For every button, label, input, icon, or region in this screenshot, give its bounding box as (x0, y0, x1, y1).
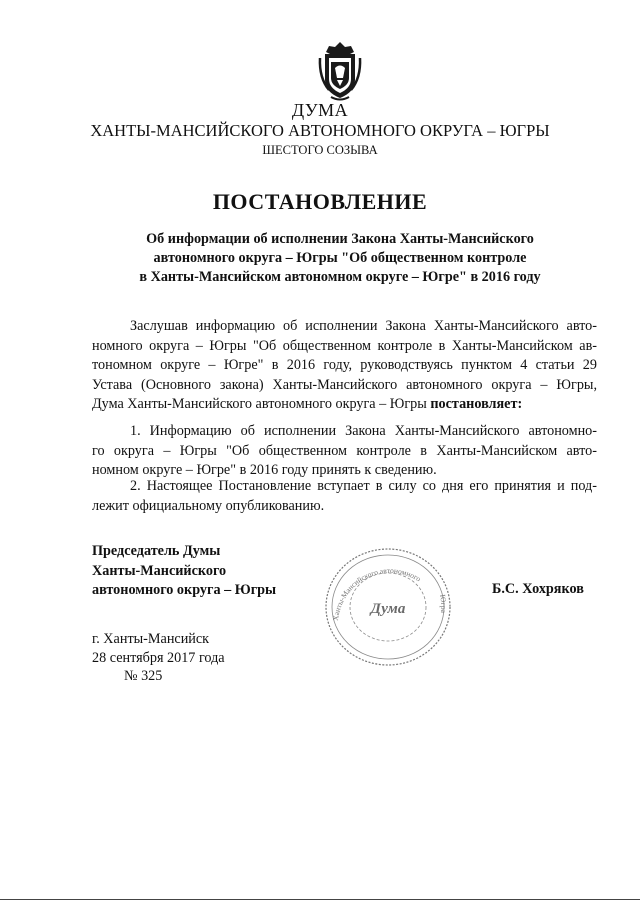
item-line: 2. Настоящее Постановление вступает в силу со дня его принятия и под- (130, 478, 597, 494)
subject-line: автономного округа – Югры "Об общественном контроле (153, 250, 527, 266)
preamble-line: Устава (Основного закона) Ханты-Мансийского автономного округа – Югры, (92, 376, 597, 393)
region-title: ХАНТЫ-МАНСИЙСКОГО АВТОНОМНОГО ОКРУГА – ЮГРЫ (90, 121, 550, 140)
resolves-keyword: постановляет: (430, 396, 523, 412)
signer-position-line: Ханты-Мансийского (92, 562, 227, 579)
preamble-line: Дума Ханты-Мансийского автономного округа – Югры (92, 396, 431, 412)
date-label: 28 сентября 2017 года (92, 649, 225, 666)
signer-position-line: Председатель Думы (92, 543, 221, 559)
document-type-heading: ПОСТАНОВЛЕНИЕ (212, 189, 428, 214)
subject-line: Об информации об исполнении Закона Ханты-Мансийского (146, 231, 534, 247)
institution-title: ДУМА (291, 100, 349, 120)
coat-of-arms-icon (317, 40, 363, 102)
seal-center-text: Дума (370, 601, 406, 617)
signer-position (92, 542, 276, 601)
item-line: лежит официальному опубликованию. (92, 497, 325, 514)
official-seal (318, 543, 458, 671)
resolution-item-1 (92, 422, 597, 481)
signer-position-line: автономного округа – Югры (92, 582, 277, 598)
scan-edge-line (0, 899, 640, 900)
preamble-line: тономном округе – Югре" в 2016 году, руководствуясь пунктом 4 статьи 29 (92, 357, 597, 373)
preamble-line: номного округа – Югры "Об общественном контроле в Ханты-Мансийском ав- (92, 337, 597, 354)
item-line: 1. Информацию об исполнении Закона Ханты-Мансийского автономно- (130, 423, 597, 439)
item-line: номном округе – Югре" в 2016 году принять к сведению. (92, 462, 437, 478)
item-line: го округа – Югры "Об общественном контроле в Ханты-Мансийском авто- (92, 442, 597, 459)
subject-line: в Ханты-Мансийском автономном округе – Югре" в 2016 году (139, 269, 541, 285)
document-subject (120, 230, 560, 287)
seal-ring-text: Ханты-Мансийского автономного (330, 565, 423, 622)
seal-ring-side-text: Югра (438, 593, 449, 614)
signer-name: Б.С. Хохряков (492, 581, 584, 597)
preamble-line: Заслушав информацию об исполнении Закона Ханты-Мансийского авто- (130, 318, 597, 334)
convocation-label: ШЕСТОГО СОЗЫВА (262, 143, 378, 157)
document-number: № 325 (124, 668, 163, 684)
place-label: г. Ханты-Мансийск (92, 631, 210, 647)
preamble-line-last (92, 395, 597, 415)
resolution-item-2 (92, 477, 597, 516)
preamble-paragraph (92, 317, 597, 415)
document-place-date (92, 630, 225, 686)
